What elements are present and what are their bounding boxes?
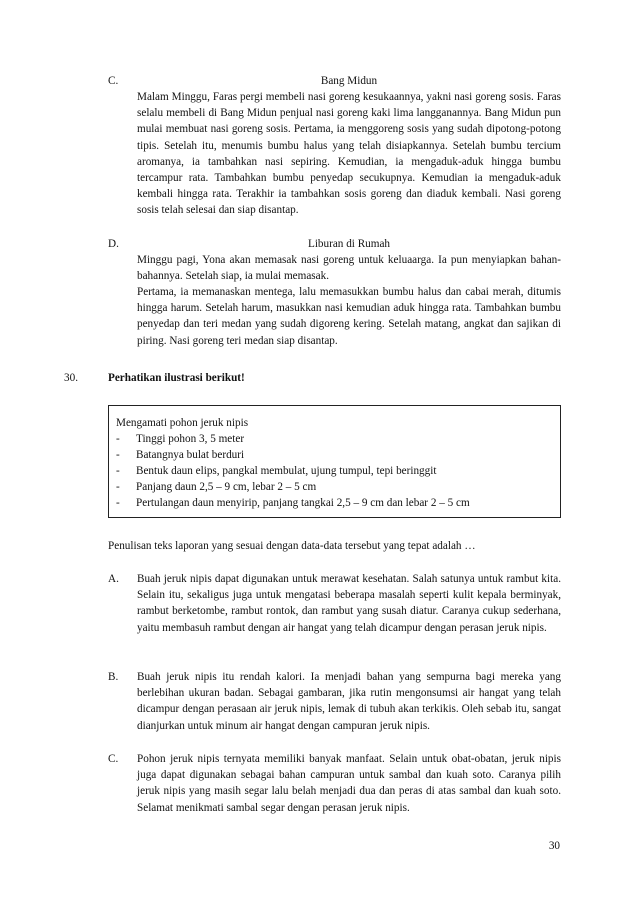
- bullet-dash: -: [116, 481, 120, 493]
- question-prompt: Penulisan teks laporan yang sesuai dengan data-data tersebut yang tepat adalah …: [108, 540, 476, 552]
- option-d-prev-para2: Pertama, ia memanaskan mentega, lalu memasukkan bumbu halus dan cabai merah, ditumis hingga harum. Setelah harum, masukkan nasi kemudian aduk hingga rata. Tambahkan bumbu penyedap dan teri medan yang sudah digoreng kering. Setelah matang, angkat dan sajikan di piring. Nasi goreng teri medan siap disantap.: [137, 286, 561, 347]
- option-c-prev-text: Malam Minggu, Faras pergi membeli nasi goreng kesukaannya, yakni nasi goreng sosis. Faras selalu membeli di Bang Midun penjual nasi goreng kaki lima langganannya. Bang Midun pun mulai membuat nasi goreng sosis. Pertama, ia menggoreng sosis yang sudah dipotong-potong tipis. Setelah itu, menumis bumbu halus yang telah disiapkannya. Setelah bumbu tercium aromanya, ia tambahkan nasi sepiring. Kemudian, ia mengaduk-aduk hingga bumbu tercampur rata. Tambahkan bumbu penyedap secukupnya. Kemudian ia mengaduk-aduk kembali hingga rata. Terakhir ia tambahkan sosis goreng dan diaduk kembali. Nasi goreng sosis telah selesai dan siap disantap.: [137, 91, 561, 217]
- bullet-dash: -: [116, 433, 120, 445]
- bullet-dash: -: [116, 497, 120, 509]
- option-b-text[interactable]: Buah jeruk nipis itu rendah kalori. Ia menjadi bahan yang sempurna bagi mereka yang berlebihan ukuran badan. Sebagai gambaran, jika rutin mengonsumsi air hangat yang telah dicampur dengan perasaan air jeruk nipis, lemak di tubuh akan terkikis. Oleh sebab itu, sangat dianjurkan untuk minum air hangat dengan campuran jeruk nipis.: [137, 671, 561, 732]
- bullet-dash: -: [116, 465, 120, 477]
- option-c-prev-letter: C.: [108, 75, 119, 87]
- bullet-dash: -: [116, 449, 120, 461]
- option-b-letter: B.: [108, 671, 119, 683]
- option-c-prev-title: Bang Midun: [320, 75, 378, 87]
- box-item: - Panjang daun 2,5 – 9 cm, lebar 2 – 5 cm: [116, 479, 316, 495]
- box-title: Mengamati pohon jeruk nipis: [116, 417, 249, 429]
- question-number: 30.: [64, 372, 78, 384]
- box-item: - Pertulangan daun menyirip, panjang tangkai 2,5 – 9 cm dan lebar 2 – 5 cm: [116, 495, 470, 511]
- box-item: - Tinggi pohon 3, 5 meter: [116, 431, 244, 447]
- option-d-prev-para1: Minggu pagi, Yona akan memasak nasi goreng untuk keluaarga. Ia pun menyiapkan bahan-bahannya. Setelah siap, ia mulai memasak.: [137, 254, 561, 283]
- box-item: - Bentuk daun elips, pangkal membulat, ujung tumpul, tepi beringgit: [116, 463, 436, 479]
- option-a-text[interactable]: Buah jeruk nipis dapat digunakan untuk merawat kesehatan. Salah satunya untuk rambut kita. Selain itu, sekaligus juga untuk mengatasi beberapa masalah seperti kulit kepala berminyak, rambut berketombe, rambut rontok, dan rambut yang susah diatur. Caranya cukup sederhana, yaitu membasuh rambut dengan air hangat yang telah dicampur dengan perasan jeruk nipis.: [137, 573, 561, 634]
- option-a-letter: A.: [108, 573, 119, 585]
- option-c-letter: C.: [108, 753, 119, 765]
- question-instruction: Perhatikan ilustrasi berikut!: [108, 372, 245, 384]
- option-c-text[interactable]: Pohon jeruk nipis ternyata memiliki banyak manfaat. Selain untuk obat-obatan, jeruk nipis juga dapat digunakan sebagai bahan campuran untuk sambal dan kuah soto. Caranya pilih jeruk nipis yang masih segar lalu belah menjadi dua dan peras di atas sambal dan kuah soto. Selamat menikmati sambal segar dengan perasan jeruk nipis.: [137, 753, 561, 814]
- option-d-prev-letter: D.: [108, 238, 119, 250]
- page-number: 30: [548, 840, 560, 852]
- box-item: - Batangnya bulat berduri: [116, 447, 244, 463]
- option-d-prev-title: Liburan di Rumah: [307, 238, 391, 250]
